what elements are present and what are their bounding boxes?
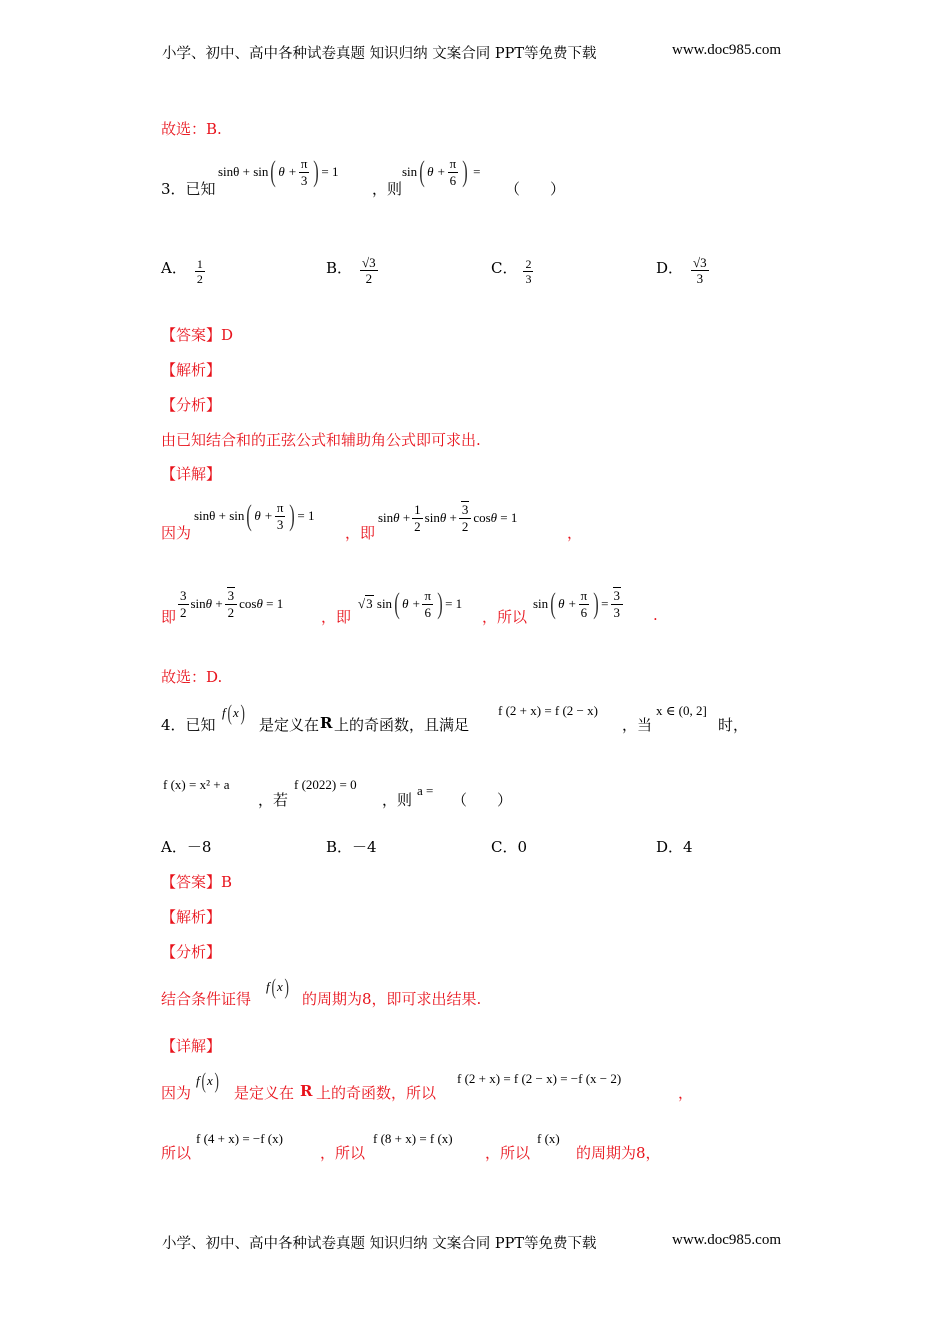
q4-analysis-fx: f ( x ) bbox=[266, 974, 289, 999]
q3-then: ，则 bbox=[372, 180, 403, 198]
q4-fx-def: f (x) = x² + a bbox=[163, 777, 230, 792]
q4-d2-s3: ，所以 bbox=[485, 1144, 531, 1162]
q4-number: 4．已知 bbox=[161, 716, 216, 734]
q4-condition: f (2 + x) = f (2 − x) bbox=[498, 703, 598, 718]
q3-analysis: 由已知结合和的正弦公式和辅助角公式即可求出. bbox=[161, 431, 481, 449]
q2-choose: 故选：B. bbox=[161, 120, 222, 138]
q4-mid1: 是定义在 bbox=[259, 716, 320, 734]
q3-s2-suoyi: ，所以 bbox=[482, 608, 528, 626]
q4-option-b[interactable]: B．－4 bbox=[326, 838, 377, 856]
header-url[interactable]: www.doc985.com bbox=[672, 42, 782, 58]
q4-d1-mid: 是定义在 bbox=[234, 1084, 295, 1102]
q4-fenxi: 【分析】 bbox=[161, 943, 222, 961]
q4-d2-end: 的周期为8， bbox=[576, 1144, 661, 1162]
q3-s2-ji: 即 bbox=[161, 608, 177, 626]
q4-d2-eq1: f (4 + x) = −f (x) bbox=[196, 1131, 283, 1146]
q3-condition: sinθ + sin ( θ + $\frac{\pi}{3}$ ) = 1 bbox=[218, 155, 339, 188]
q4-d2-suoyi: 所以 bbox=[161, 1144, 192, 1162]
q4-option-d[interactable]: D．4 bbox=[656, 838, 693, 856]
q3-jiexi: 【解析】 bbox=[161, 361, 222, 379]
q3-s1-comma: ， bbox=[567, 524, 583, 542]
q4-mid2: 上的奇函数，且满足 bbox=[334, 716, 470, 734]
q3-option-c[interactable]: C． $\frac{2}{3}$ bbox=[491, 256, 532, 287]
q4-analysis-post: 的周期为8，即可求出结果. bbox=[302, 990, 482, 1008]
q4-xiangjie: 【详解】 bbox=[161, 1037, 222, 1055]
q4-d1-R: R bbox=[300, 1082, 313, 1100]
q4-d2-fx: f (x) bbox=[537, 1131, 560, 1146]
page-header bbox=[0, 42, 950, 62]
q3-s1-because: 因为 bbox=[161, 524, 192, 542]
q4-d1-fx: f ( x ) bbox=[196, 1068, 219, 1093]
q3-s2-eq3: sin ( θ + $\frac{\pi}{6}$ ) = $\frac{3}{3}$ bbox=[533, 580, 625, 628]
q3-answer: 【答案】D bbox=[161, 326, 234, 344]
q4-d1-eq: f (2 + x) = f (2 − x) = −f (x − 2) bbox=[457, 1071, 622, 1086]
q3-number: 3．已知 bbox=[161, 180, 216, 198]
q3-s2-end: . bbox=[653, 606, 658, 624]
footer-text: 小学、初中、高中各种试卷真题 知识归纳 文案合同 PPT等免费下载 bbox=[162, 1236, 597, 1252]
q4-interval: x ∈ (0, 2] bbox=[656, 703, 707, 718]
q3-option-b[interactable]: B． $\frac{√3}{2}$ bbox=[326, 254, 376, 287]
q3-blank: （ ） bbox=[505, 180, 566, 198]
q3-choose: 故选：D. bbox=[161, 668, 223, 686]
q4-d1-end: ， bbox=[678, 1084, 694, 1102]
q4-a-eq: a = bbox=[417, 783, 434, 798]
q3-option-a[interactable]: A． $\frac{1}{2}$ bbox=[161, 256, 203, 287]
q4-analysis-pre: 结合条件证得 bbox=[161, 990, 252, 1008]
q3-s2-ji2: ，即 bbox=[321, 608, 352, 626]
q3-s2-eq1: $\frac{3}{2}$ sinθ + $\frac{3}{2}$ cosθ = 1 bbox=[180, 587, 284, 620]
q4-d2-s2: ，所以 bbox=[320, 1144, 366, 1162]
q4-fx: f ( x ) bbox=[222, 700, 245, 725]
q4-d1-because: 因为 bbox=[161, 1084, 192, 1102]
q4-f2022: f (2022) = 0 bbox=[294, 777, 357, 792]
q4-when: ，当 bbox=[622, 716, 653, 734]
q4-blank: （ ） bbox=[452, 791, 513, 809]
q3-fenxi: 【分析】 bbox=[161, 396, 222, 414]
q4-ze: ，则 bbox=[382, 791, 413, 809]
q3-s2-eq2: √3 sin ( θ + $\frac{\pi}{6}$ ) = 1 bbox=[358, 587, 463, 620]
q4-option-a[interactable]: A．－8 bbox=[161, 838, 212, 856]
q4-shi: 时， bbox=[718, 716, 749, 734]
q3-s1-eq1: sinθ + sin ( θ + $\frac{\pi}{3}$ ) = 1 bbox=[194, 499, 315, 532]
page-footer bbox=[0, 1232, 950, 1252]
q3-s1-ji: ，即 bbox=[345, 524, 376, 542]
q4-option-c[interactable]: C．0 bbox=[491, 838, 528, 856]
q4-d1-mid2: 上的奇函数，所以 bbox=[316, 1084, 437, 1102]
q4-R: R bbox=[320, 714, 333, 732]
q4-answer: 【答案】B bbox=[161, 873, 233, 891]
q3-s1-eq2: sinθ + $\frac{1}{2}$ sinθ + $\frac{3}{2}$ cosθ = 1 bbox=[378, 501, 518, 534]
q3-xiangjie: 【详解】 bbox=[161, 465, 222, 483]
q3-ask: sin ( θ + $\frac{\pi}{6}$ ) = bbox=[402, 155, 481, 188]
q3-option-d[interactable]: D． $\frac{√3}{3}$ bbox=[656, 254, 707, 287]
header-text: 小学、初中、高中各种试卷真题 知识归纳 文案合同 PPT等免费下载 bbox=[162, 46, 597, 62]
footer-url[interactable]: www.doc985.com bbox=[672, 1232, 782, 1248]
q4-jiexi: 【解析】 bbox=[161, 908, 222, 926]
q4-d2-eq2: f (8 + x) = f (x) bbox=[373, 1131, 453, 1146]
q4-ruo: ，若 bbox=[258, 791, 289, 809]
